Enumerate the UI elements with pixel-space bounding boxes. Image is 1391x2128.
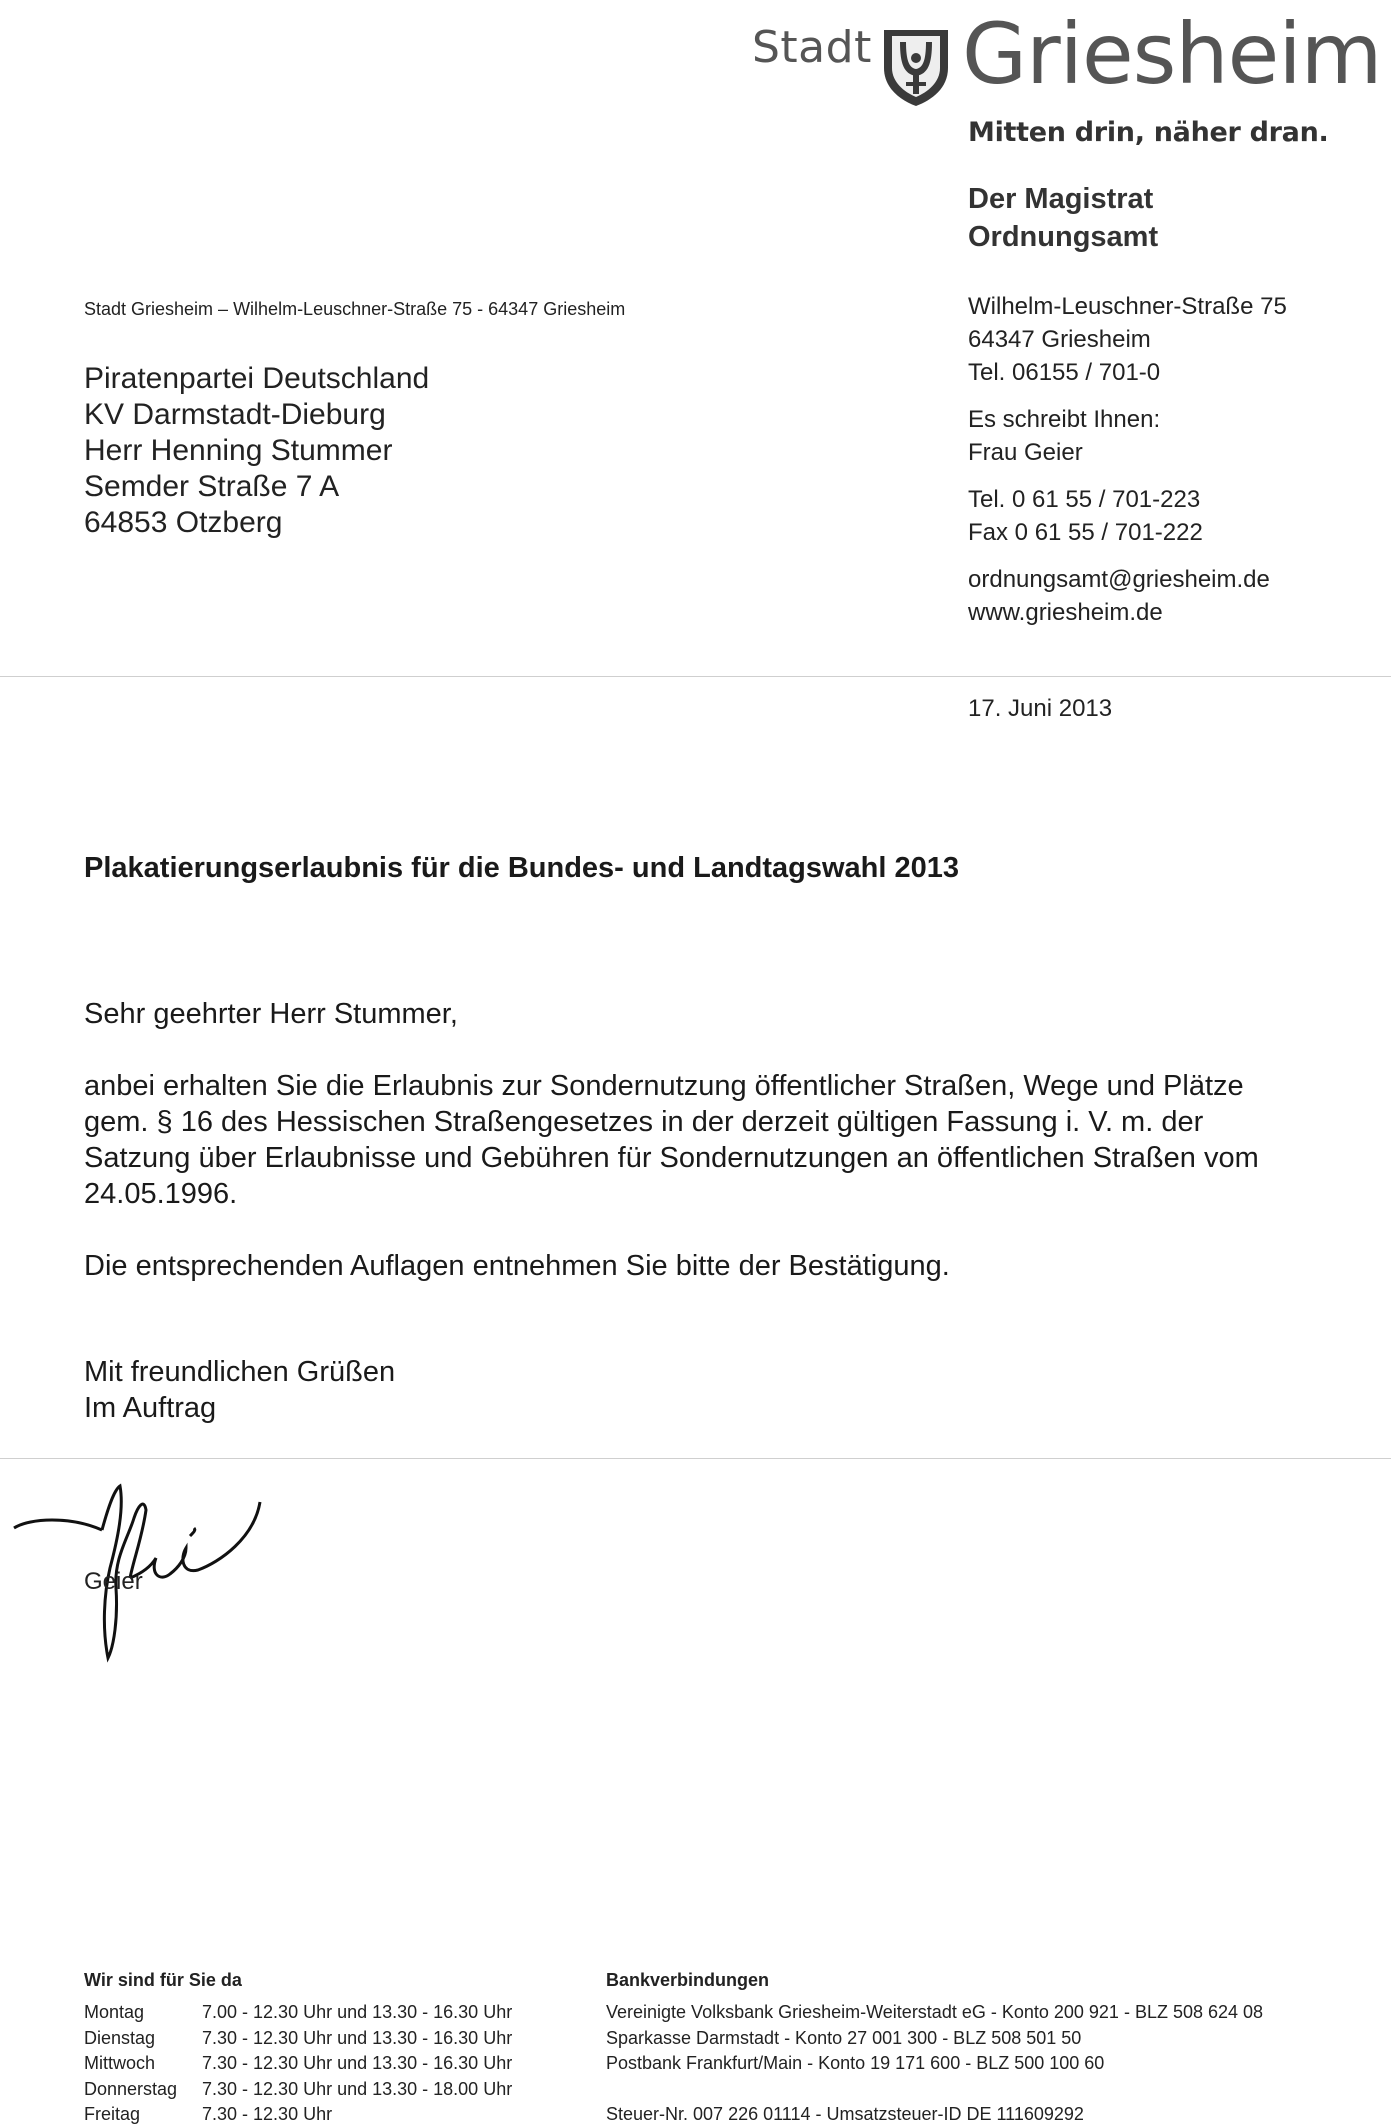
tax-info: Steuer-Nr. 007 226 01114 - Umsatzsteuer-ID DE 111609292 bbox=[606, 2104, 1084, 2124]
slogan: Mitten drin, näher dran. bbox=[968, 117, 1329, 148]
closing-greeting: Mit freundlichen Grüßen bbox=[84, 1356, 396, 1388]
logo-city-name: Griesheim bbox=[962, 5, 1382, 103]
body-line: 24.05.1996. bbox=[84, 1178, 238, 1210]
bank-row: Sparkasse Darmstadt - Konto 27 001 300 - BLZ 508 501 50 bbox=[606, 2027, 1082, 2048]
closing-im-auftrag: Im Auftrag bbox=[84, 1392, 217, 1424]
contact-fax: Fax 0 61 55 / 701-222 bbox=[968, 519, 1203, 546]
hours-row bbox=[84, 2026, 512, 2052]
logo-stadt-text: Stadt bbox=[752, 22, 872, 73]
recipient-line: Piratenpartei Deutschland bbox=[84, 362, 430, 395]
bank-list bbox=[606, 2000, 1263, 2077]
hours-day: Montag bbox=[84, 2002, 145, 2022]
hours-row bbox=[84, 2051, 512, 2077]
recipient-line: Semder Straße 7 A bbox=[84, 470, 340, 503]
bank-row: Postbank Frankfurt/Main - Konto 19 171 600 - BLZ 500 100 60 bbox=[606, 2053, 1105, 2073]
body-paragraph-2: Die entsprechenden Auflagen entnehmen Sie bitte der Bestätigung. bbox=[84, 1250, 950, 1282]
bank-row: Vereinigte Volksbank Griesheim-Weiterstadt eG - Konto 200 921 - BLZ 508 624 08 bbox=[606, 2002, 1264, 2022]
closing bbox=[84, 1354, 395, 1426]
contact-tel: Tel. 0 61 55 / 701-223 bbox=[968, 486, 1201, 513]
fold-mark bbox=[0, 676, 1391, 677]
body-paragraph-1 bbox=[84, 1068, 1344, 1212]
recipient-line: Herr Henning Stummer bbox=[84, 434, 393, 467]
contact-city: 64347 Griesheim bbox=[968, 326, 1151, 353]
recipient-address bbox=[84, 361, 429, 541]
sender-return-line: Stadt Griesheim – Wilhelm-Leuschner-Straße 75 - 64347 Griesheim bbox=[84, 299, 626, 319]
hours-time: 7.30 - 12.30 Uhr bbox=[202, 2104, 333, 2124]
department-block bbox=[968, 180, 1158, 256]
contact-street: Wilhelm-Leuschner-Straße 75 bbox=[968, 293, 1287, 320]
bank-title: Bankverbindungen bbox=[606, 1970, 770, 1990]
hours-time: 7.30 - 12.30 Uhr und 13.30 - 16.30 Uhr bbox=[202, 2053, 513, 2073]
letter-subject: Plakatierungserlaubnis für die Bundes- und Landtagswahl 2013 bbox=[84, 852, 960, 884]
dept-magistrat: Der Magistrat bbox=[968, 183, 1154, 215]
hours-list bbox=[84, 2000, 512, 2128]
recipient-line: KV Darmstadt-Dieburg bbox=[84, 398, 386, 431]
signer-name: Geier bbox=[84, 1568, 143, 1595]
hours-time: 7.30 - 12.30 Uhr und 13.30 - 18.00 Uhr bbox=[202, 2078, 513, 2099]
hours-time: 7.00 - 12.30 Uhr und 13.30 - 16.30 Uhr bbox=[202, 2002, 513, 2022]
fold-mark bbox=[0, 1458, 1391, 1459]
hours-day: Dienstag bbox=[84, 2027, 156, 2048]
hours-time: 7.30 - 12.30 Uhr und 13.30 - 16.30 Uhr bbox=[202, 2027, 513, 2048]
hours-row bbox=[84, 2000, 512, 2026]
contact-email[interactable]: ordnungsamt@griesheim.de bbox=[968, 566, 1270, 593]
contact-web[interactable]: www.griesheim.de bbox=[968, 599, 1163, 626]
letter-date: 17. Juni 2013 bbox=[968, 695, 1113, 722]
hours-day: Mittwoch bbox=[84, 2053, 156, 2073]
salutation: Sehr geehrter Herr Stummer, bbox=[84, 998, 458, 1030]
hours-title: Wir sind für Sie da bbox=[84, 1970, 242, 1990]
hours-row bbox=[84, 2077, 512, 2103]
body-line: anbei erhalten Sie die Erlaubnis zur Sondernutzung öffentlicher Straßen, Wege und Plätze bbox=[84, 1070, 1244, 1102]
writer-label: Es schreibt Ihnen: bbox=[968, 406, 1161, 433]
contact-block bbox=[968, 290, 1287, 629]
writer-name: Frau Geier bbox=[968, 439, 1083, 466]
hours-day: Freitag bbox=[84, 2104, 141, 2124]
body-line: Satzung über Erlaubnisse und Gebühren für Sondernutzungen an öffentlichen Straßen vom bbox=[84, 1142, 1259, 1174]
contact-phone-main: Tel. 06155 / 701-0 bbox=[968, 359, 1161, 386]
city-crest-logo bbox=[878, 24, 954, 108]
dept-ordnungsamt: Ordnungsamt bbox=[968, 221, 1159, 253]
hours-day: Donnerstag bbox=[84, 2078, 178, 2099]
body-line: gem. § 16 des Hessischen Straßengesetzes in der derzeit gültigen Fassung i. V. m. der bbox=[84, 1106, 1204, 1138]
recipient-line: 64853 Otzberg bbox=[84, 506, 283, 539]
